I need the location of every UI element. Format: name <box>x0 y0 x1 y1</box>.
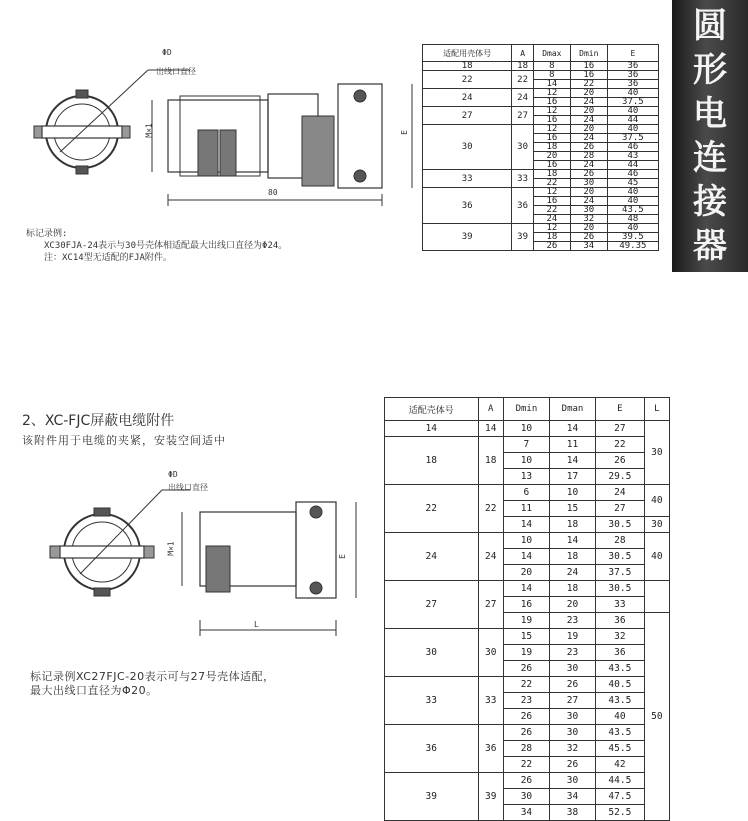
shell-cell: 27 <box>385 581 479 629</box>
value-cell: 12 <box>533 188 570 197</box>
banner-char: 连 <box>693 138 727 178</box>
value-cell: 14 <box>533 80 570 89</box>
table-row <box>385 773 670 789</box>
value-cell: 23 <box>503 693 549 709</box>
a-cell: 27 <box>512 107 534 125</box>
spec-table-fjc <box>384 397 670 821</box>
value-cell: 23 <box>549 645 595 661</box>
a-cell: 39 <box>478 773 503 821</box>
shell-cell: 22 <box>423 71 512 89</box>
a-cell: 36 <box>478 725 503 773</box>
a-cell: 24 <box>478 533 503 581</box>
column-header: A <box>478 398 503 421</box>
table-row <box>385 485 670 501</box>
value-cell: 40 <box>607 224 658 233</box>
value-cell: 40 <box>607 125 658 134</box>
outlet-diameter-label: 出线口直径 <box>156 67 196 76</box>
value-cell: 16 <box>533 197 570 206</box>
value-cell: 40 <box>607 197 658 206</box>
column-header: L <box>644 398 669 421</box>
value-cell: 30 <box>549 725 595 741</box>
value-cell: 8 <box>533 62 570 71</box>
table-row <box>385 533 670 549</box>
thread-label-2: M×1 <box>166 541 176 556</box>
a-cell: 14 <box>478 421 503 437</box>
banner-char: 接 <box>693 182 727 222</box>
l-cell: 30 <box>644 517 669 533</box>
value-cell: 30 <box>549 661 595 677</box>
value-cell: 33 <box>596 597 645 613</box>
a-cell: 27 <box>478 581 503 629</box>
value-cell: 17 <box>549 469 595 485</box>
value-cell: 40 <box>607 107 658 116</box>
value-cell: 43.5 <box>596 661 645 677</box>
thread-label: M×1 <box>144 123 154 138</box>
value-cell: 26 <box>503 725 549 741</box>
value-cell: 26 <box>503 773 549 789</box>
value-cell: 43.5 <box>607 206 658 215</box>
table-row <box>423 62 659 71</box>
banner-char: 形 <box>693 50 727 90</box>
value-cell: 24 <box>549 565 595 581</box>
value-cell: 45 <box>607 179 658 188</box>
value-cell: 14 <box>503 581 549 597</box>
value-cell: 18 <box>549 581 595 597</box>
shell-cell: 36 <box>423 188 512 224</box>
value-cell: 22 <box>570 80 607 89</box>
shell-cell: 33 <box>423 170 512 188</box>
shell-cell: 24 <box>385 533 479 581</box>
l-cell <box>644 581 669 613</box>
value-cell: 16 <box>570 71 607 80</box>
value-cell: 18 <box>533 233 570 242</box>
spec-table-fja <box>422 44 659 251</box>
a-cell: 30 <box>512 125 534 170</box>
phi-d-label-2: ΦD <box>168 470 178 479</box>
value-cell: 24 <box>570 197 607 206</box>
value-cell: 45.5 <box>596 741 645 757</box>
value-cell: 26 <box>570 143 607 152</box>
shell-cell: 39 <box>423 224 512 251</box>
value-cell: 22 <box>596 437 645 453</box>
value-cell: 27 <box>596 421 645 437</box>
table-row <box>385 725 670 741</box>
value-cell: 16 <box>533 98 570 107</box>
shell-cell: 18 <box>385 437 479 485</box>
value-cell: 24 <box>533 215 570 224</box>
value-cell: 46 <box>607 143 658 152</box>
value-cell: 43.5 <box>596 693 645 709</box>
value-cell: 30 <box>570 179 607 188</box>
shell-cell: 36 <box>385 725 479 773</box>
a-cell: 22 <box>478 485 503 533</box>
table-row <box>385 629 670 645</box>
value-cell: 10 <box>503 533 549 549</box>
value-cell: 26 <box>533 242 570 251</box>
value-cell: 42 <box>596 757 645 773</box>
column-header: E <box>607 45 658 62</box>
value-cell: 8 <box>533 71 570 80</box>
value-cell: 26 <box>570 233 607 242</box>
column-header: A <box>512 45 534 62</box>
shell-cell: 30 <box>385 629 479 677</box>
value-cell: 43.5 <box>596 725 645 741</box>
table-row <box>423 170 659 179</box>
value-cell: 26 <box>503 661 549 677</box>
value-cell: 34 <box>570 242 607 251</box>
value-cell: 47.5 <box>596 789 645 805</box>
value-cell: 24 <box>570 98 607 107</box>
value-cell: 30.5 <box>596 549 645 565</box>
value-cell: 10 <box>503 453 549 469</box>
column-header: E <box>596 398 645 421</box>
value-cell: 24 <box>596 485 645 501</box>
value-cell: 52.5 <box>596 805 645 821</box>
value-cell: 40 <box>607 89 658 98</box>
value-cell: 30 <box>549 773 595 789</box>
column-header: Dman <box>549 398 595 421</box>
value-cell: 30.5 <box>596 581 645 597</box>
value-cell: 30 <box>503 789 549 805</box>
table-row <box>423 107 659 116</box>
value-cell: 10 <box>549 485 595 501</box>
value-cell: 44.5 <box>596 773 645 789</box>
note1-title: 标记录例: <box>26 229 68 239</box>
value-cell: 39.5 <box>607 233 658 242</box>
banner-char: 电 <box>693 94 727 134</box>
column-header: Dmin <box>503 398 549 421</box>
value-cell: 27 <box>549 693 595 709</box>
value-cell: 32 <box>570 215 607 224</box>
value-cell: 23 <box>549 613 595 629</box>
value-cell: 44 <box>607 161 658 170</box>
value-cell: 37.5 <box>607 134 658 143</box>
table-row <box>423 71 659 80</box>
side-banner <box>672 0 748 272</box>
value-cell: 36 <box>607 71 658 80</box>
value-cell: 48 <box>607 215 658 224</box>
value-cell: 14 <box>503 517 549 533</box>
value-cell: 26 <box>596 453 645 469</box>
value-cell: 22 <box>533 179 570 188</box>
section2-description: 该附件用于电缆的夹紧，安装空间适中 <box>22 434 226 447</box>
value-cell: 40.5 <box>596 677 645 693</box>
height-e-label-2: E <box>337 554 347 559</box>
table-row <box>423 188 659 197</box>
value-cell: 20 <box>533 152 570 161</box>
value-cell: 26 <box>549 757 595 773</box>
value-cell: 26 <box>549 677 595 693</box>
shell-cell: 22 <box>385 485 479 533</box>
value-cell: 32 <box>549 741 595 757</box>
l-cell: 50 <box>644 613 669 821</box>
value-cell: 22 <box>503 677 549 693</box>
value-cell: 26 <box>570 170 607 179</box>
value-cell: 15 <box>503 629 549 645</box>
value-cell: 30.5 <box>596 517 645 533</box>
phi-d-label: ΦD <box>162 48 172 57</box>
value-cell: 14 <box>549 453 595 469</box>
value-cell: 26 <box>503 709 549 725</box>
value-cell: 12 <box>533 89 570 98</box>
table-row <box>385 581 670 597</box>
a-cell: 24 <box>512 89 534 107</box>
value-cell: 28 <box>596 533 645 549</box>
value-cell: 12 <box>533 125 570 134</box>
note1-line2: 注：XC14型无适配的FJA附件。 <box>44 253 172 263</box>
a-cell: 33 <box>478 677 503 725</box>
l-cell: 40 <box>644 533 669 581</box>
value-cell: 24 <box>570 161 607 170</box>
length-label: 80 <box>268 188 278 197</box>
column-header: Dmin <box>570 45 607 62</box>
height-e-label: E <box>399 130 409 135</box>
banner-char: 圆 <box>693 6 727 46</box>
value-cell: 43 <box>607 152 658 161</box>
column-header: 适配壳体号 <box>385 398 479 421</box>
shell-cell: 14 <box>385 421 479 437</box>
value-cell: 22 <box>533 206 570 215</box>
value-cell: 12 <box>533 107 570 116</box>
a-cell: 36 <box>512 188 534 224</box>
banner-char: 器 <box>693 226 727 266</box>
value-cell: 16 <box>533 116 570 125</box>
table-row <box>385 421 670 437</box>
connector-drawing-fja <box>20 40 420 220</box>
value-cell: 20 <box>570 125 607 134</box>
value-cell: 14 <box>549 533 595 549</box>
value-cell: 20 <box>549 597 595 613</box>
value-cell: 18 <box>549 549 595 565</box>
value-cell: 18 <box>549 517 595 533</box>
value-cell: 14 <box>549 421 595 437</box>
value-cell: 36 <box>596 645 645 661</box>
value-cell: 6 <box>503 485 549 501</box>
value-cell: 28 <box>503 741 549 757</box>
value-cell: 38 <box>549 805 595 821</box>
value-cell: 40 <box>607 188 658 197</box>
table-row <box>385 437 670 453</box>
value-cell: 34 <box>503 805 549 821</box>
shell-cell: 27 <box>423 107 512 125</box>
table-row <box>385 677 670 693</box>
column-header: Dmax <box>533 45 570 62</box>
value-cell: 20 <box>570 89 607 98</box>
shell-cell: 24 <box>423 89 512 107</box>
value-cell: 40 <box>596 709 645 725</box>
value-cell: 30 <box>570 206 607 215</box>
value-cell: 30 <box>549 709 595 725</box>
table-header-row <box>423 45 659 62</box>
value-cell: 20 <box>570 107 607 116</box>
value-cell: 37.5 <box>607 98 658 107</box>
l-cell: 30 <box>644 421 669 485</box>
value-cell: 19 <box>503 645 549 661</box>
connector-drawing-fjc <box>30 470 380 640</box>
note2-line1: 标记录例XC27FJC-20表示可与27号壳体适配， <box>30 670 275 683</box>
shell-cell: 30 <box>423 125 512 170</box>
outlet-diameter-label-2: 出线口直径 <box>168 483 208 492</box>
value-cell: 46 <box>607 170 658 179</box>
value-cell: 32 <box>596 629 645 645</box>
value-cell: 15 <box>549 501 595 517</box>
shell-cell: 18 <box>423 62 512 71</box>
value-cell: 22 <box>503 757 549 773</box>
value-cell: 24 <box>570 134 607 143</box>
value-cell: 20 <box>503 565 549 581</box>
section2-title: 2、XC-FJC屏蔽电缆附件 <box>22 413 175 429</box>
shell-cell: 33 <box>385 677 479 725</box>
value-cell: 19 <box>503 613 549 629</box>
value-cell: 11 <box>549 437 595 453</box>
value-cell: 49.35 <box>607 242 658 251</box>
value-cell: 10 <box>503 421 549 437</box>
a-cell: 33 <box>512 170 534 188</box>
value-cell: 16 <box>503 597 549 613</box>
value-cell: 14 <box>503 549 549 565</box>
l-cell: 40 <box>644 485 669 517</box>
value-cell: 13 <box>503 469 549 485</box>
value-cell: 34 <box>549 789 595 805</box>
value-cell: 11 <box>503 501 549 517</box>
a-cell: 18 <box>512 62 534 71</box>
value-cell: 28 <box>570 152 607 161</box>
value-cell: 7 <box>503 437 549 453</box>
note2-line2: 最大出线口直径为Φ20。 <box>30 684 158 697</box>
value-cell: 16 <box>533 161 570 170</box>
value-cell: 36 <box>596 613 645 629</box>
value-cell: 36 <box>607 62 658 71</box>
column-header: 适配用壳体号 <box>423 45 512 62</box>
value-cell: 27 <box>596 501 645 517</box>
value-cell: 12 <box>533 224 570 233</box>
a-cell: 22 <box>512 71 534 89</box>
a-cell: 18 <box>478 437 503 485</box>
value-cell: 36 <box>607 80 658 89</box>
value-cell: 37.5 <box>596 565 645 581</box>
value-cell: 18 <box>533 143 570 152</box>
value-cell: 29.5 <box>596 469 645 485</box>
value-cell: 16 <box>570 62 607 71</box>
value-cell: 24 <box>570 116 607 125</box>
note1-line1: XC30FJA-24表示与30号壳体相适配最大出线口直径为Φ24。 <box>44 241 288 251</box>
table-header-row <box>385 398 670 421</box>
value-cell: 18 <box>533 170 570 179</box>
value-cell: 16 <box>533 134 570 143</box>
value-cell: 20 <box>570 224 607 233</box>
shell-cell: 39 <box>385 773 479 821</box>
value-cell: 20 <box>570 188 607 197</box>
a-cell: 39 <box>512 224 534 251</box>
length-label-2: L <box>254 620 259 629</box>
value-cell: 19 <box>549 629 595 645</box>
value-cell: 44 <box>607 116 658 125</box>
a-cell: 30 <box>478 629 503 677</box>
